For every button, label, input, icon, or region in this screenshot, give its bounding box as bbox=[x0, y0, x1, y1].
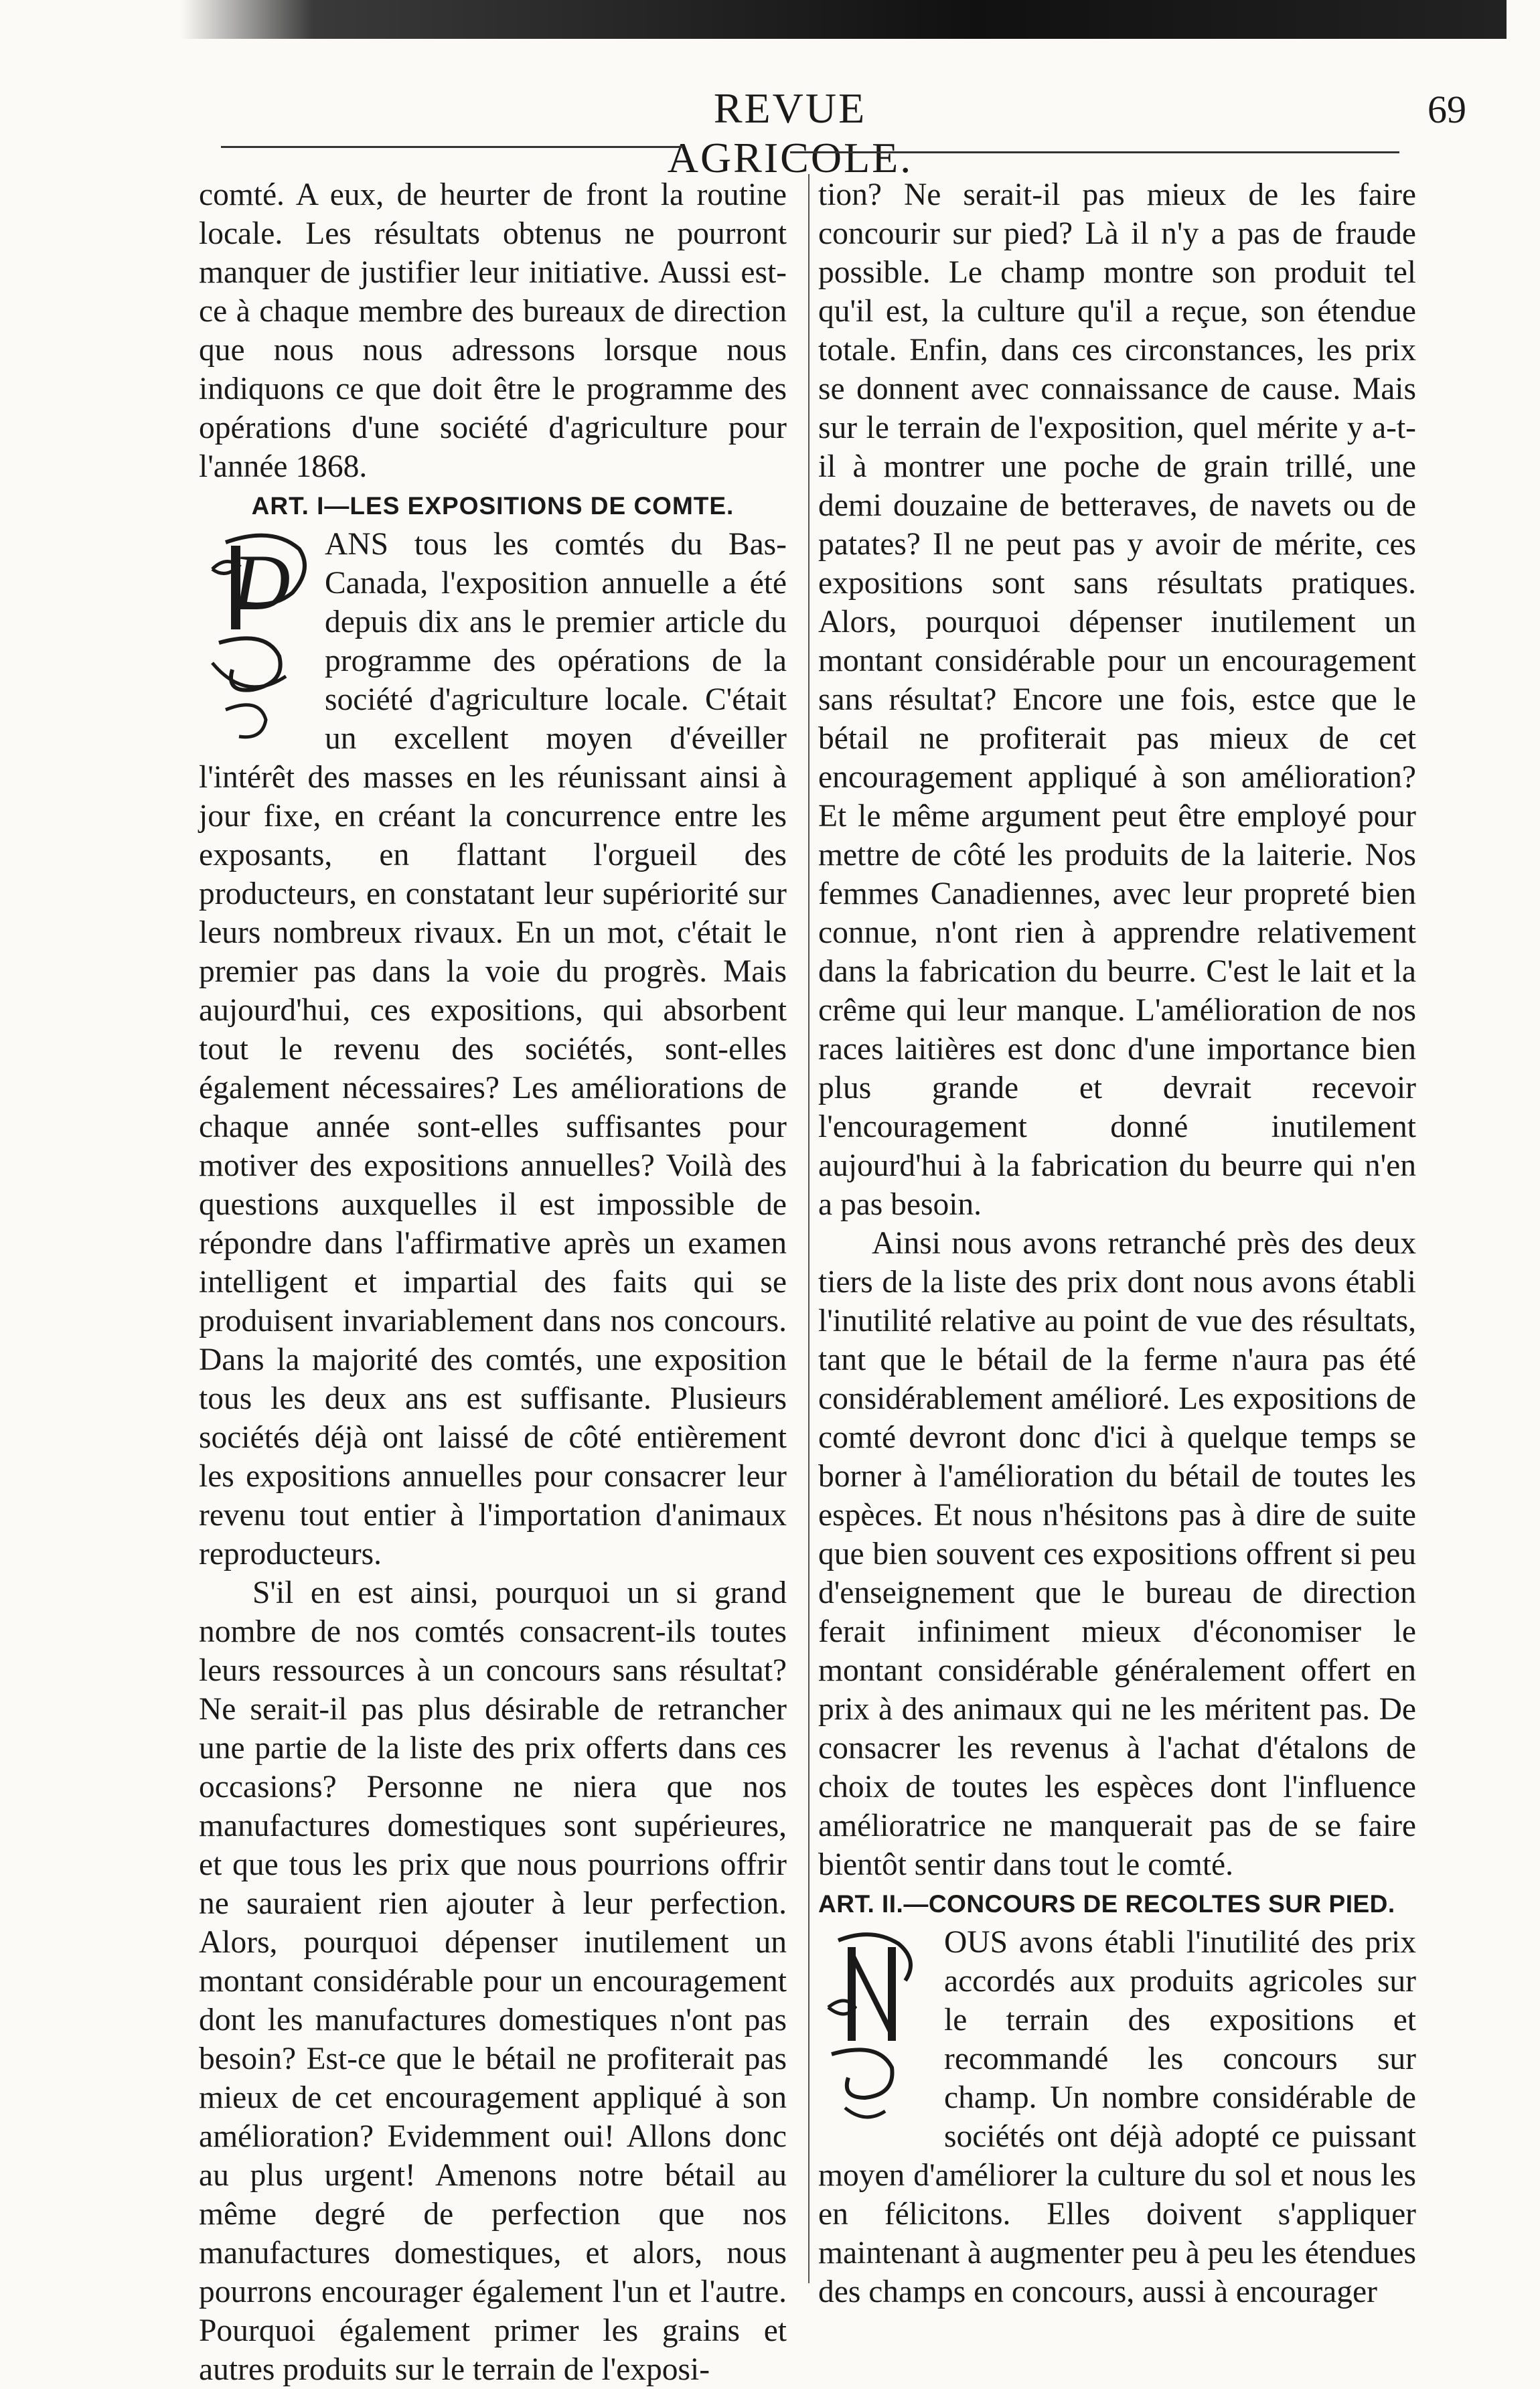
paragraph-article-1 bbox=[199, 525, 787, 1573]
svg-text:D: D bbox=[232, 538, 291, 627]
column-divider bbox=[808, 174, 810, 2283]
paragraph-article-2 bbox=[818, 1923, 1416, 2311]
article-1-heading: ART. I—LES EXPOSITIONS DE COMTE. bbox=[251, 492, 735, 520]
page-number: 69 bbox=[1428, 88, 1466, 131]
article-2-heading: ART. II.—CONCOURS DE RECOLTES SUR PIED. bbox=[818, 1890, 1395, 1918]
header-rule-left bbox=[221, 146, 683, 148]
ornamental-dropcap-d bbox=[199, 529, 313, 757]
paragraph-article-1-cont: S'il en est ainsi, pourquoi un si grand nombre de nos comtés consacrent-ils toutes leurs ressources à un concours sans résultat? Ne serait-il pas plus désirable de retrancher une partie de la liste des prix offerts dans ces occasions? Personne ne niera que nos manufactures domestiques sont supérieures, et que tous les prix que nous pourrions offrir ne sauraient rien ajouter à leur perfection. Alors, pourquoi dépenser inutilement un montant considérable pour un encouragement dont les manufactures domestiques n'ont pas besoin? Est-ce que le bétail ne profiterait pas mieux de cet encouragement appliqué à son amélioration? Evidemment oui! Allons donc au plus urgent! Amenons notre bétail au même degré de perfection que nos manufactures domestiques, et alors, nous pourrons encourager également l'un et l'autre. Pourquoi également primer les grains et autres produits sur le terrain de l'exposi- bbox=[199, 1575, 787, 2387]
paragraph-continued: tion? Ne serait-il pas mieux de les faire concourir sur pied? Là il n'y a pas de fraude possible. Le champ montre son produit tel qu'il est, la culture qu'il a reçue, son étendue totale. Enfin, dans ces circonstances, les prix se donnent avec connaissance de cause. Mais sur le terrain de l'exposition, quel mérite y a-t-il à montrer une poche de grain trillé, une demi douzaine de betteraves, de navets ou de patates? Il ne peut pas y avoir de mérite, ces expositions sont sans résultats pratiques. Alors, pourquoi dépenser inutilement un montant considérable pour un encouragement sans résultat? Encore une fois, estce que le bétail ne profiterait pas mieux de cet encouragement appliqué à son amélioration? Et le même argument peut être employé pour mettre de côté les produits de la laiterie. Nos femmes Canadiennes, avec leur propreté bien connue, n'ont rien à apprendre relativement dans la fabrication du beurre. C'est le lait et la crême qui leur manque. L'amélioration de nos races laitières est donc d'une importance bien plus grande et devrait recevoir l'encouragement donné inutilement aujourd'hui à la fabrication du beurre qui n'en a pas besoin. bbox=[818, 177, 1416, 1222]
left-column bbox=[199, 175, 787, 2389]
article-1-text: ANS tous les comtés du Bas-Canada, l'exposition annuelle a été depuis dix ans le premier article du programme des opérations de la société d'agriculture locale. C'était un excellent moyen d'éveiller l'intérêt des masses en les réunissant ainsi à jour fixe, en créant la concurrence entre les exposants, en flattant l'orgueil des producteurs, en constatant leur supériorité sur leurs nombreux rivaux. En un mot, c'était le premier pas dans la voie du progrès. Mais aujourd'hui, ces expositions, qui absorbent tout le revenu des sociétés, sont-elles également nécessaires? Les améliorations de chaque année sont-elles suffisantes pour motiver des expositions annuelles? Voilà des questions auxquelles il est impossible de répondre dans l'affirmative après un examen intelligent et impartial des faits qui se produisent invariablement dans nos concours. Dans la majorité des comtés, une exposition tous les deux ans est suffisante. Plusieurs sociétés déjà ont laissé de côté entièrement les expositions annuelles pour consacrer leur revenu tout entier à l'importation d'animaux reproducteurs. bbox=[199, 527, 787, 1571]
right-column bbox=[818, 175, 1416, 2311]
paragraph-intro: comté. A eux, de heurter de front la routine locale. Les résultats obtenus ne pourront manquer de justifier leur initiative. Aussi est-ce à chaque membre des bureaux de direction que nous nous adressons lorsque nous indiquons ce que doit être le programme des opérations d'une société d'agriculture pour l'année 1868. bbox=[199, 177, 787, 484]
article-2-text: OUS avons établi l'inutilité des prix accordés aux produits agricoles sur le terrain des expositions et recommandé les concours sur champ. Un nombre considérable de sociétés ont déjà adopté ce puissant moyen d'améliorer la culture du sol et nous les en félicitons. Elles doivent s'appliquer maintenant à augmenter peu à peu les étendues des champs en concours, aussi à encourager bbox=[818, 1925, 1416, 2309]
paragraph-prize-list: Ainsi nous avons retranché près des deux tiers de la liste des prix dont nous avons établi l'inutilité relative au point de vue des résultats, tant que le bétail de la ferme n'aura pas été considérablement amélioré. Les expositions de comté devront donc d'ici à quelque temps se borner à l'amélioration du bétail de toutes les espèces. Et nous n'hésitons pas à dire de suite que bien souvent ces expositions offrent si peu d'enseignement que le bureau de direction ferait infiniment mieux d'économiser le montant considérable généralement offert en prix à des animaux qui ne les méritent pas. De consacrer les revenus à l'achat d'étalons de choix de toutes les espèces dont l'influence amélioratrice ne manquerait pas de se faire bientôt sentir dans tout le comté. bbox=[818, 1226, 1416, 1882]
page-title: REVUE AGRICOLE. bbox=[667, 84, 913, 181]
header-rule-right bbox=[790, 151, 1399, 153]
top-scan-bar bbox=[181, 0, 1507, 39]
ornamental-dropcap-n bbox=[818, 1927, 932, 2128]
